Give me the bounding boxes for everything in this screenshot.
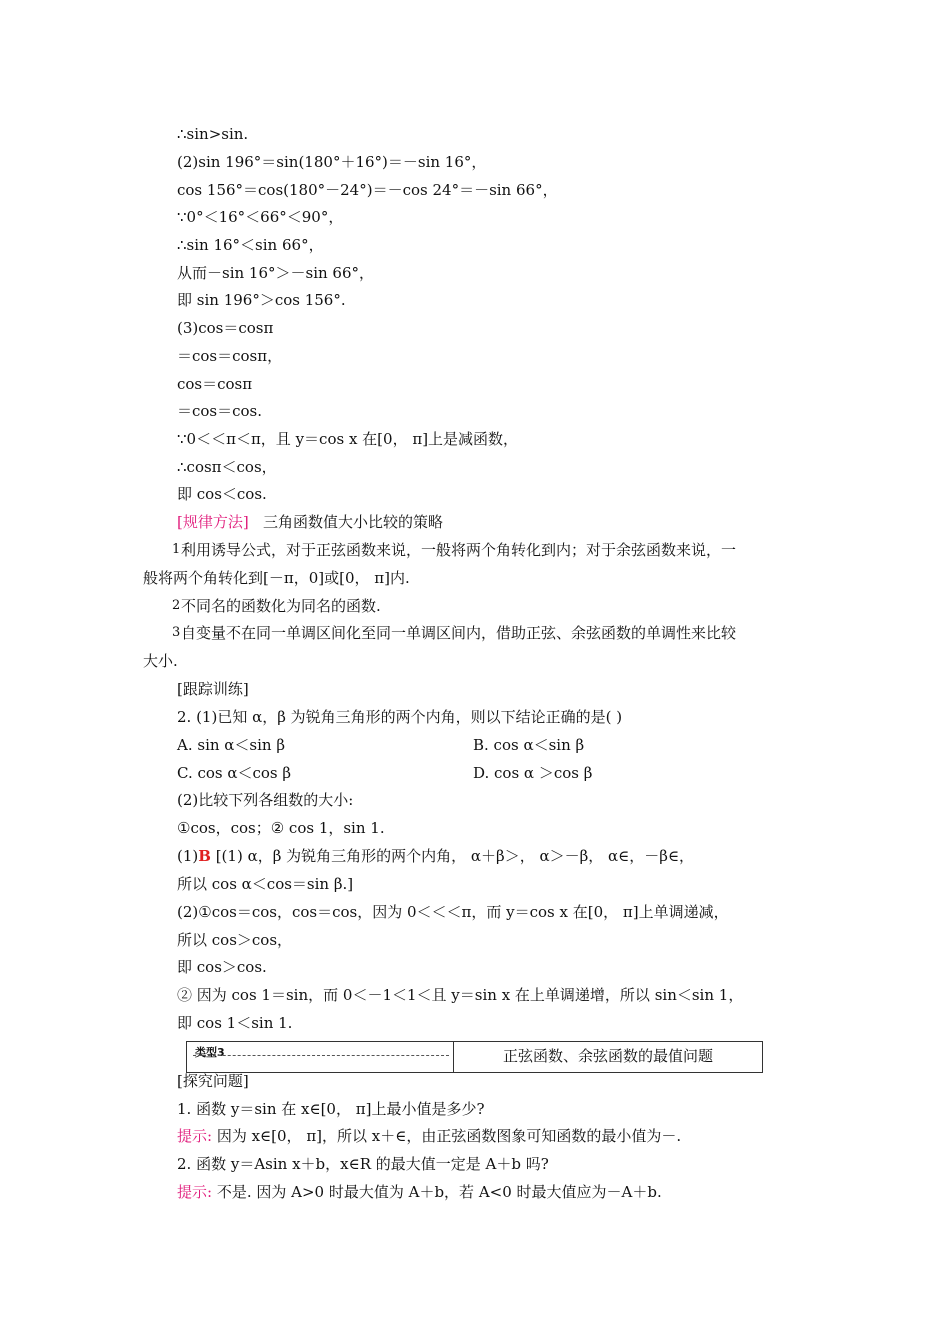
hint-label: 提示: (177, 1127, 213, 1145)
option-b: B. cos α＜sin β (473, 736, 585, 754)
hint-line (177, 1126, 681, 1146)
text-line: 利用诱导公式，对于正弦函数来说，一般将两个角转化到内；对于余弦函数来说，一 (181, 541, 737, 559)
text-line: 自变量不在同一单调区间化至同一单调区间内，借助正弦、余弦函数的单调性来比较 (181, 624, 737, 642)
text-line: ∴sin 16°＜sin 66°， (177, 236, 324, 254)
text-line: 不同名的函数化为同名的函数. (181, 597, 381, 615)
question: 2. (1)已知 α，β 为锐角三角形的两个内角，则以下结论正确的是( ) (177, 708, 623, 726)
text-line: ∵0＜＜π＜π，且 y＝cos x 在[0， π]上是减函数， (177, 430, 519, 448)
text-line: 即 sin 196°＞cos 156°. (177, 291, 346, 309)
text-line: ∵0°＜16°＜66°＜90°， (177, 208, 344, 226)
text-line: 即 cos 1＜sin 1. (177, 1014, 293, 1032)
question: ①cos，cos；② cos 1，sin 1. (177, 819, 385, 837)
text-line: 从而－sin 16°＞－sin 66°， (177, 264, 375, 282)
item-number: 1 (172, 542, 181, 557)
text-line: ∴cosπ＜cos， (177, 458, 277, 476)
text-line: 大小. (143, 652, 178, 670)
option-d: D. cos α ＞cos β (473, 764, 593, 782)
text-line: 所以 cos α＜cos＝sin β.] (177, 875, 354, 893)
text-line: 即 cos＞cos. (177, 958, 267, 976)
type-title: 正弦函数、余弦函数的最值问题 (502, 1047, 713, 1065)
text-line: ∴sin>sin. (177, 125, 249, 143)
hint-label: 提示: (177, 1183, 213, 1201)
divider (193, 1055, 449, 1056)
text-line: ＝cos＝cos. (177, 402, 263, 420)
question: (2)比较下列各组数的大小: (177, 791, 354, 809)
item-number: 2 (172, 598, 181, 613)
item-number: 3 (172, 625, 181, 640)
option-a: A. sin α＜sin β (177, 736, 286, 754)
method-title: 三角函数值大小比较的策略 (263, 513, 444, 531)
answer-letter: B (198, 847, 211, 865)
text-line: ② 因为 cos 1＝sin，而 0＜－1＜1＜且 y＝sin x 在上单调递增，所以 sin＜sin 1， (177, 986, 744, 1004)
text-line: (2)sin 196°＝sin(180°＋16°)＝－sin 16°， (177, 153, 487, 171)
text-line: (3)cos＝cosπ (177, 319, 274, 337)
text-line: 即 cos＜cos. (177, 485, 267, 503)
method-tag: [规律方法] (177, 513, 249, 531)
option-c: C. cos α＜cos β (177, 764, 292, 782)
hint-line (177, 1182, 662, 1202)
answer-text: [(1) α，β 为锐角三角形的两个内角， α＋β＞， α＞－β， α∈，－β∈， (210, 847, 695, 865)
answer-label: (1) (177, 847, 199, 865)
text-line: ＝cos＝cosπ， (177, 347, 283, 365)
hint-text: 不是. 因为 A>0 时最大值为 A＋b，若 A<0 时最大值应为－A＋b. (212, 1183, 662, 1201)
text-line: (2)①cos＝cos，cos＝cos，因为 0＜＜＜π，而 y＝cos x 在[0， π]上单调递减， (177, 903, 729, 921)
answer-line (177, 846, 694, 866)
type-tag-cell (187, 1042, 454, 1072)
text-line: 所以 cos＞cos， (177, 931, 293, 949)
explore-tag: [探究问题] (177, 1072, 249, 1090)
text-line: 般将两个角转化到[－π，0]或[0， π]内. (143, 569, 410, 587)
type-3-banner (186, 1041, 763, 1073)
question: 1. 函数 y＝sin 在 x∈[0， π]上最小值是多少? (177, 1100, 485, 1118)
method-heading (177, 512, 443, 532)
text-line: cos＝cosπ (177, 375, 253, 393)
practice-tag: [跟踪训练] (177, 680, 249, 698)
hint-text: 因为 x∈[0， π]，所以 x＋∈，由正弦函数图象可知函数的最小值为－. (212, 1127, 682, 1145)
type-tag: 类型3 (195, 1046, 225, 1059)
question: 2. 函数 y＝Asin x＋b，x∈R 的最大值一定是 A＋b 吗? (177, 1155, 549, 1173)
text-line: cos 156°＝cos(180°－24°)＝－cos 24°＝－sin 66°， (177, 181, 558, 199)
